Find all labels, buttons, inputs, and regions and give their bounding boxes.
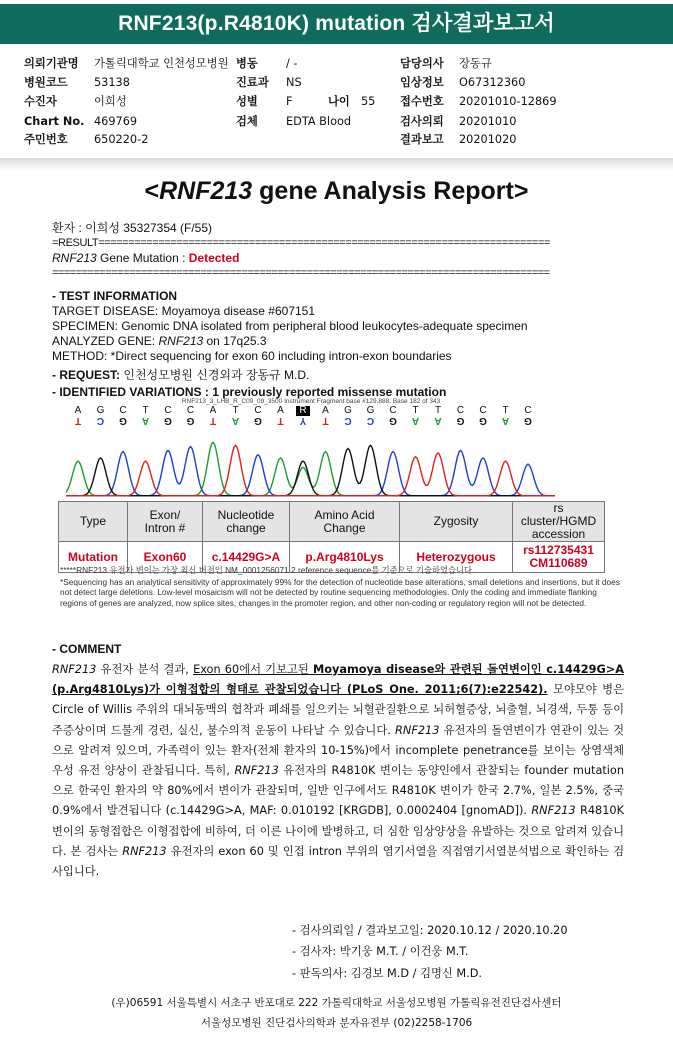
base-top: C — [524, 405, 532, 416]
method-line: METHOD: *Direct sequencing for exon 60 including intron-exon boundaries — [52, 349, 452, 363]
signature-technicians: - 검사자: 박기웅 M.T. / 이건웅 M.T. — [292, 945, 469, 958]
double-separator: ==================================================================================== — [52, 267, 550, 279]
footnote-sensitivity: *Sequencing has an analytical sensitivity of approximately 99% for the detection of nucleotide base alterations, small deletions and insertions, but it does not detect large deletions. Low-level mosaicism will not be detected by routine sequencing methodologies. Only the coding and immediate flanking regions of genes are analyzed, now splice sites, changes in the promoter region, and other non-coding or regulatory region will not be detected. — [60, 577, 620, 608]
base-top: C — [254, 405, 262, 416]
base-top: T — [232, 405, 239, 416]
comment-text-h: 유전자의 exon 60 및 인접 intron 부위의 염기서열을 직접염기서열분석법으로 확인하는 검사입니다. — [52, 844, 624, 879]
footer-department: 서울성모병원 진단검사의학과 분자유전부 (02)2258-1706 — [200, 1017, 473, 1029]
comment-gene: RNF213 — [52, 663, 97, 676]
trace-c — [66, 447, 555, 496]
chromatogram-traces — [66, 442, 555, 496]
specimen-line: SPECIMEN: Genomic DNA isolated from peripheral blood leukocytes-adequate specimen — [52, 319, 528, 333]
cell-zygosity: Heterozygous — [400, 542, 513, 573]
mutation-line — [52, 251, 627, 266]
base-bottom: G — [164, 415, 172, 426]
result-summary — [52, 221, 627, 281]
chromatogram-file-label: RNF213_3_LHB_R_C09_09_3500 Instrument Fragment base #129,888, Base 182 of 343 — [181, 398, 441, 405]
patient-line: 환자 : 이희성 35327354 (F/55) — [52, 221, 213, 235]
base-top: T — [434, 405, 442, 416]
base-bottom: Y — [299, 415, 307, 426]
base-bottom: A — [411, 415, 420, 426]
col-amino-acid: Amino Acid Change — [290, 502, 400, 542]
base-bottom: T — [322, 415, 329, 426]
header-row-2 — [0, 74, 673, 91]
receipt-value: 20201010-12869 — [459, 95, 557, 108]
bases-top — [75, 405, 532, 416]
comment-text-c: Moyamoya disease와 관련된 돌연변이인 c.14429G>A (p.Arg4810Lys)가 이형접합의 형태로 관찰되었습니다 (PLoS One. 2011;6(7):e22542). — [52, 663, 624, 697]
variation-table — [58, 501, 605, 573]
base-bottom: C — [366, 415, 375, 426]
age-label: 나이 — [328, 95, 350, 108]
analyzed-prefix: ANALYZED GENE: — [52, 334, 159, 348]
clinical-info-value: O67312360 — [459, 76, 526, 89]
comment-gene-2: RNF213 — [395, 723, 440, 737]
comment-text-e: 유전자의 돌연변이가 연관이 있는 것으로 알려져 있으며, 가족력이 있는 환자(전체 환자의 10-15%)에서 incomplete penetrance를 보이는 상염색체 우성 유전 양상이 관찰됩니다. 특히, — [52, 723, 624, 778]
base-bottom: G — [119, 415, 127, 426]
base-bottom: T — [74, 415, 82, 426]
receipt-label: 접수번호 — [400, 95, 444, 108]
base-top: A — [322, 405, 329, 416]
physician-label: 담당의사 — [400, 57, 444, 70]
sequence-chromatogram — [66, 396, 556, 500]
request-value: 인천성모병원 신경외과 장동규 M.D. — [120, 368, 310, 382]
analyzed-suffix: on 17q25.3 — [203, 334, 267, 348]
title-gene: RNF213 — [159, 177, 253, 205]
comment-text-a: 유전자 분석 결과, — [96, 663, 194, 676]
base-bottom: G — [524, 415, 532, 426]
base-top: A — [209, 405, 217, 416]
physician-value: 장동규 — [459, 57, 492, 70]
specimen-label: 검체 — [236, 115, 258, 128]
header-row-1 — [0, 55, 673, 72]
cell-exon: Exon60 — [128, 542, 203, 573]
base-top: T — [502, 405, 509, 416]
base-top: R — [299, 405, 307, 416]
bases-bottom — [75, 415, 532, 426]
hospital-code-label: 병원코드 — [24, 76, 68, 89]
chart-label: Chart No. — [24, 115, 85, 128]
trace-a — [66, 442, 555, 496]
base-bottom: G — [479, 415, 487, 426]
base-bottom: C — [96, 415, 105, 426]
patient-header — [0, 50, 673, 156]
header-row-3 — [0, 93, 673, 110]
cell-accession: rs112735431 CM110689 — [513, 542, 605, 573]
chart-value: 469769 — [94, 115, 138, 128]
variation-header-row — [59, 502, 605, 542]
comment-text-g: R4810K 변이의 동형접합은 이형접합에 비하여, 더 이른 나이에 발병하고, 더 심한 임상양상을 유발하는 것으로 알려져 있습니다. 본 검사는 — [52, 804, 624, 858]
comment-text-b: Exon 60에서 기보고된 — [193, 663, 314, 676]
base-bottom: A — [141, 415, 150, 426]
title-rest: gene Analysis Report> — [252, 177, 529, 205]
header-row-5 — [0, 131, 673, 148]
base-top: T — [142, 405, 149, 416]
cell-type: Mutation — [59, 542, 128, 573]
dept-value: NS — [286, 76, 302, 89]
cell-amino-acid: p.Arg4810Lys — [290, 542, 400, 573]
sex-value: F — [286, 95, 293, 108]
test-information — [52, 289, 627, 400]
institution-value: 가톨릭대학교 인천성모병원 — [94, 57, 229, 70]
base-top: C — [186, 405, 195, 416]
test-info-heading: - TEST INFORMATION — [52, 289, 178, 303]
variations-heading: - IDENTIFIED VARIATIONS : 1 previously reported missense mutation — [52, 385, 447, 399]
dept-label: 진료과 — [236, 76, 269, 89]
footer-address: (우)06591 서울특별시 서초구 반포대로 222 가톨릭대학교 서울성모병원 가톨릭유전진단검사센터 — [111, 997, 562, 1009]
institution-label: 의뢰기관명 — [24, 57, 79, 70]
patient-label: 수진자 — [24, 95, 57, 108]
report-title — [0, 177, 673, 206]
report-banner: RNF213(p.R4810K) mutation 검사결과보고서 — [0, 4, 673, 44]
comment-body — [52, 660, 624, 882]
comment-gene-5: RNF213 — [122, 844, 167, 858]
trace-g — [66, 445, 555, 495]
base-bottom: A — [501, 415, 510, 426]
footnote-reference: *****RNF213 유전자 변이는 가장 최신 버전인 NM_0001256071.2 reference sequence를 기준으로 기술하였습니다. — [60, 565, 475, 575]
trace-t — [66, 445, 555, 495]
base-top: C — [119, 405, 127, 416]
mutation-status: Detected — [188, 251, 240, 265]
mutation-text: Gene Mutation : — [96, 251, 189, 265]
comment-gene-3: RNF213 — [234, 764, 279, 778]
base-bottom: G — [254, 415, 262, 426]
signature-dates: - 검사의뢰일 / 결과보고일: 2020.10.12 / 2020.10.20 — [292, 924, 568, 937]
analyzed-gene — [52, 334, 627, 349]
signature-physicians: - 판독의사: 김경보 M.D / 김명신 M.D. — [292, 967, 483, 980]
base-top: C — [479, 405, 487, 416]
report-date-value: 20201020 — [459, 133, 517, 146]
rrn-value: 650220-2 — [94, 133, 149, 146]
base-bottom: T — [209, 415, 217, 426]
base-bottom: C — [344, 415, 352, 426]
patient-value: 이희성 — [94, 95, 127, 108]
comment-paragraph — [52, 660, 624, 882]
rrn-label: 주민번호 — [24, 133, 68, 146]
comment-text-f: 유전자의 R4810K 변이는 동양인에서 관찰되는 founder mutation으로 한국인 환자의 약 80%에서 변이가 관찰되며, 일반 인구에서도 R4810K 변이가 한국 2.7%, 일본 2.5%, 중국 0.9%에서 발견됩니다 (c.14429G>A, MAF: 0.010192 [KRGDB], 0.0002404 [gnomAD]). — [52, 764, 624, 818]
request-date-label: 검사의뢰 — [400, 115, 444, 128]
ward-value: / - — [286, 57, 298, 70]
col-accession: rs cluster/HGMD accession — [513, 502, 605, 542]
specimen-value: EDTA Blood — [286, 115, 352, 128]
target-disease: TARGET DISEASE: Moyamoya disease #607151 — [52, 304, 316, 318]
comment-gene-4: RNF213 — [531, 804, 576, 818]
col-exon: Exon/ Intron # — [128, 502, 203, 542]
base-top: T — [412, 405, 419, 416]
base-bottom: G — [456, 415, 465, 426]
col-zygosity: Zygosity — [400, 502, 513, 542]
title-open: < — [144, 177, 160, 205]
col-nucleotide: Nucleotide change — [203, 502, 290, 542]
result-separator: =RESULT=========================================================================== — [52, 237, 550, 249]
hospital-code-value: 53138 — [94, 76, 130, 89]
comment-heading: - COMMENT — [52, 642, 122, 656]
base-bottom: T — [277, 415, 284, 426]
analyzed-gene-name: RNF213 — [158, 334, 204, 348]
request-label: - REQUEST: — [52, 368, 121, 382]
col-type: Type — [59, 502, 128, 542]
base-top: A — [277, 405, 284, 416]
header-row-4 — [0, 113, 673, 130]
base-bottom: A — [434, 415, 442, 426]
base-top: C — [164, 405, 172, 416]
mutation-gene: RNF213 — [52, 251, 97, 265]
sex-label: 성별 — [236, 95, 258, 108]
base-top: G — [96, 405, 105, 416]
request-date-value: 20201010 — [459, 115, 517, 128]
ward-label: 병동 — [236, 57, 258, 70]
base-bottom: G — [389, 415, 397, 426]
base-bottom: A — [231, 415, 240, 426]
base-top: C — [389, 405, 397, 416]
base-top: G — [344, 405, 352, 416]
cell-nucleotide: c.14429G>A — [203, 542, 290, 573]
header-divider — [0, 158, 673, 170]
base-top: G — [366, 405, 375, 416]
base-top: A — [74, 405, 82, 416]
clinical-info-label: 임상정보 — [400, 76, 444, 89]
base-top: C — [456, 405, 465, 416]
comment-text-d: 모야모야 병은 Circle of Willis 주위의 대뇌동맥의 협착과 폐쇄를 일으키는 뇌혈관질환으로 뇌허혈증상, 뇌출혈, 뇌경색, 두통 등이 주증상이며 드물게 경련, 실신, 불수의적 운동이 나타날 수 있습니다. — [52, 683, 624, 737]
report-date-label: 결과보고 — [400, 133, 444, 146]
base-bottom: G — [186, 415, 195, 426]
request-line — [52, 368, 627, 383]
age-value: 55 — [361, 95, 376, 108]
